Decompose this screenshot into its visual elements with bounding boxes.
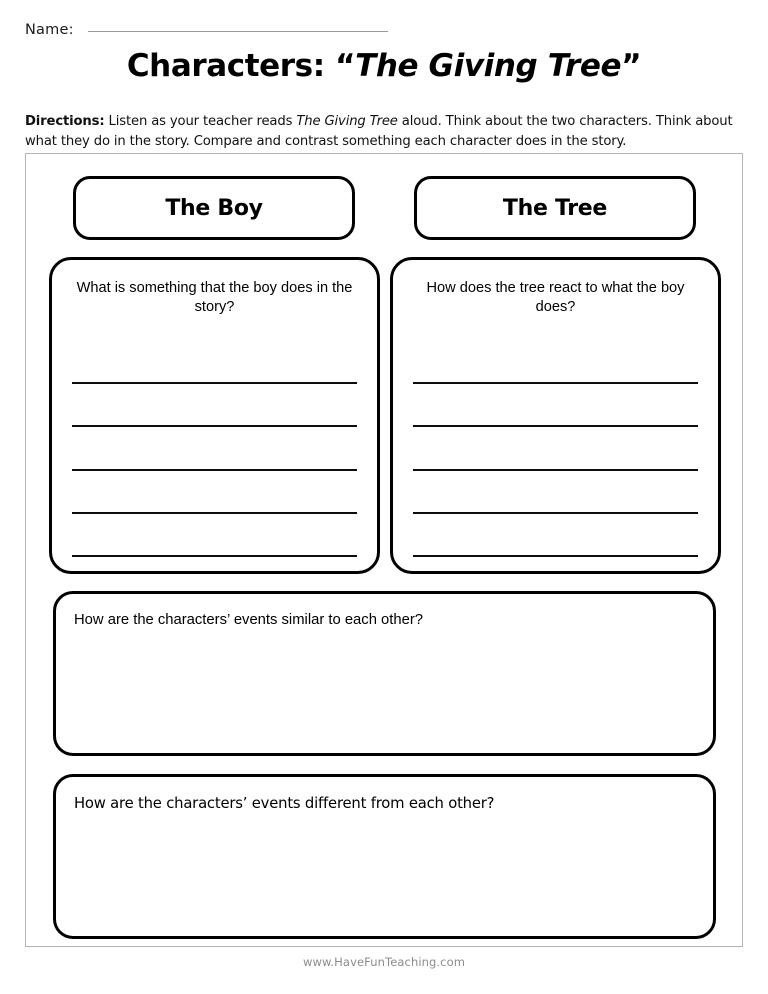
character-pill-boy [73,176,355,240]
write-line[interactable] [413,425,698,427]
directions-lead-label: Directions [25,114,100,130]
question-different: How are the characters’ events different from each other? [74,795,495,812]
write-line[interactable] [413,382,698,384]
directions-text-before-title: Listen as your teacher reads [104,114,297,130]
name-row [25,22,425,46]
page-title-suffix: ” [621,48,642,84]
directions-book-title: The Giving Tree [296,114,398,130]
answer-box-boy[interactable] [49,257,380,574]
write-line[interactable] [413,512,698,514]
write-line[interactable] [72,555,357,557]
character-pill-tree-label: The Tree [502,195,608,221]
write-line[interactable] [72,512,357,514]
directions-paragraph [25,112,741,152]
footer-url: www.HaveFunTeaching.com [302,955,466,969]
compare-box-similar[interactable] [53,591,716,756]
write-line[interactable] [413,469,698,471]
write-line[interactable] [72,382,357,384]
directions-text-after-title: aloud. Think about the two characters. Think about what they do in the story. Compare and contrast something each character does in the story. [25,114,733,150]
page-title [0,48,768,84]
write-lines-boy [72,382,357,557]
question-similar: How are the characters’ events similar to each other? [74,612,423,628]
question-boy: What is something that the boy does in the story? [76,280,353,316]
character-pill-tree [414,176,696,240]
page-title-book-name: The Giving Tree [355,48,622,84]
compare-box-different[interactable] [53,774,716,939]
write-line[interactable] [413,555,698,557]
write-lines-tree [413,382,698,557]
character-pill-boy-label: The Boy [165,195,263,221]
write-line[interactable] [72,425,357,427]
write-line[interactable] [72,469,357,471]
directions-colon: : [99,114,105,130]
name-label: Name: [25,22,74,38]
page-title-prefix: Characters: “ [126,48,356,84]
worksheet-frame [25,153,743,947]
answer-box-tree[interactable] [390,257,721,574]
question-tree: How does the tree react to what the boy does? [426,280,685,316]
name-write-line[interactable] [88,30,388,32]
